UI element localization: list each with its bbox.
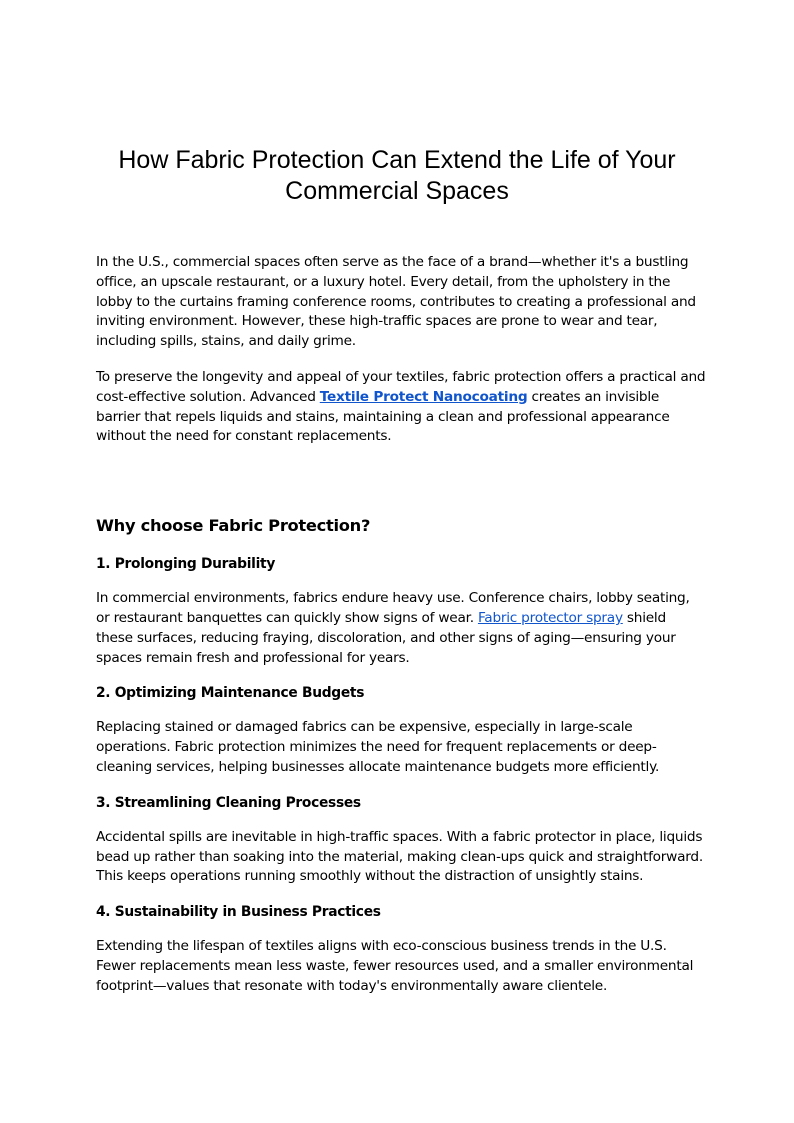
- section-text-durability-after: shield these surfaces, reducing fraying, discoloration, and other signs of aging—ensuring your spaces remain fresh and professional for years.: [96, 609, 676, 666]
- section-heading-sustainability: 4. Sustainability in Business Practices: [96, 904, 381, 921]
- article-body: [96, 253, 706, 1012]
- section-text-durability-before: In commercial environments, fabrics endure heavy use. Conference chairs, lobby seating, or restaurant banquettes can quickly show signs of wear.: [96, 590, 690, 626]
- fabric-protector-spray-link[interactable]: Fabric protector spray: [477, 609, 623, 626]
- intro-paragraph-2: [96, 368, 706, 447]
- section-heading-maintenance: 2. Optimizing Maintenance Budgets: [96, 685, 365, 702]
- page-title: How Fabric Protection Can Extend the Life of Your Commercial Spaces: [118, 146, 676, 205]
- intro-paragraph-2-text-before: To preserve the longevity and appeal of your textiles, fabric protection offers a practical and cost-effective solution. Advanced: [96, 368, 706, 405]
- section-text-durability: [96, 589, 706, 668]
- textile-protect-nanocoating-link[interactable]: Textile Protect Nanocoating: [319, 388, 528, 405]
- section-text-sustainability: Extending the lifespan of textiles aligns with eco-conscious business trends in the U.S. Fewer replacements mean less waste, fewer resources used, and a smaller environmental footprint—values that resonate with today's environmentally aware clientele.: [96, 938, 694, 994]
- intro-paragraph-1: In the U.S., commercial spaces often serve as the face of a brand—whether it's a bustling office, an upscale restaurant, or a luxury hotel. Every detail, from the upholstery in the lobby to the curtains framing conference rooms, contributes to creating a professional and inviting environment. However, these high-traffic spaces are prone to wear and tear, including spills, stains, and daily grime.: [96, 254, 696, 350]
- section-heading-durability: 1. Prolonging Durability: [96, 556, 276, 573]
- why-choose-heading: Why choose Fabric Protection?: [96, 516, 371, 536]
- section-heading-cleaning: 3. Streamlining Cleaning Processes: [96, 794, 361, 811]
- intro-paragraph-2-text-after: creates an invisible barrier that repels liquids and stains, maintaining a clean and professional appearance without the need for constant replacements.: [96, 388, 670, 445]
- section-text-cleaning: Accidental spills are inevitable in high-traffic spaces. With a fabric protector in place, liquids bead up rather than soaking into the material, making clean-ups quick and straightforward. This keeps operations running smoothly without the distraction of unsightly stains.: [96, 828, 703, 885]
- section-text-maintenance: Replacing stained or damaged fabrics can be expensive, especially in large-scale operations. Fabric protection minimizes the need for frequent replacements or deep-cleaning services, helping businesses allocate maintenance budgets more efficiently.: [96, 719, 660, 775]
